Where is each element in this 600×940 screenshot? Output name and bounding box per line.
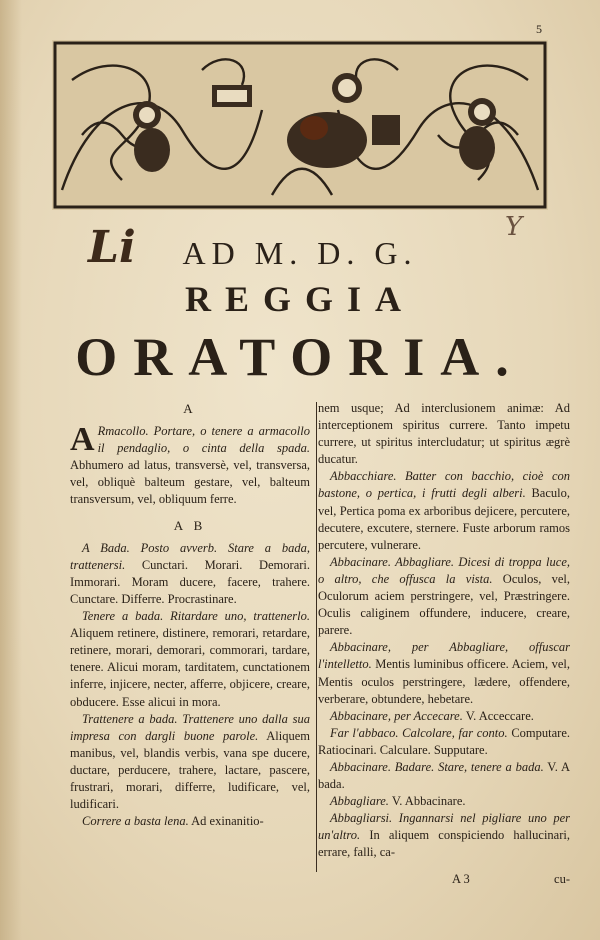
entry-head: Tenere a bada. Ritardare uno, trattenerlo.	[82, 609, 310, 624]
entry-head: Abbacinare, per Abbagliare, offuscar l'intelletto.	[318, 640, 570, 672]
entry-body: Abhumero ad latus, transversè, vel, transversa, vel, obliquè balteum gestare, vel, balteum transversum, vel, obliquum ferre.	[70, 458, 310, 507]
entry-abbacinare-3	[318, 708, 570, 725]
entry-abbaco	[318, 725, 570, 759]
section-heading-a: A	[183, 401, 197, 416]
title-reggia: REGGIA	[184, 279, 416, 319]
handwritten-mark-left: Li	[88, 222, 136, 273]
entry-abbacinare-4	[318, 759, 570, 793]
entry-body: Mentis luminibus officere. Aciem, vel, Mentis oculos perstringere, lædere, offendere, verberare, obtundere, hebetare.	[318, 657, 570, 706]
entry-body: V. Abbacinare.	[391, 794, 466, 809]
entry-head: Far l'abbaco. Calcolare, far conto.	[330, 725, 508, 740]
entry-head: Abbagliare.	[330, 794, 389, 809]
entry-abbagliare	[318, 793, 570, 810]
entry-head: Abbacinare. Abbagliare. Dicesi di troppa luce, o altro, che offusca la vista.	[318, 554, 570, 586]
entry-body: In aliquem conspiciendo hallucinari, errare, falli, ca-	[318, 828, 570, 860]
entry-head: Correre a basta lena.	[82, 814, 189, 829]
entry-head: Abbacchiare. Batter con bacchio, cioè con bastone, o pertica, i frutti degli alberi.	[318, 469, 570, 501]
headpiece-ornament-image	[52, 40, 548, 210]
entry-head: A Bada. Posto avverb. Stare a bada, trattenersi.	[70, 540, 310, 572]
entry-body: Aliquem manibus, vel, blandis verbis, vana spe ducere, ductare, perducere, trahere, lactare, pascere, frustrari, morari, differre, ludificare, vel, ludificari.	[70, 728, 310, 812]
dropcap: A	[70, 421, 95, 459]
catchword: cu-	[554, 872, 570, 886]
page-shadow-edge	[0, 0, 22, 940]
entry-abbacchiare	[318, 468, 570, 553]
entry-abbagliarsi	[318, 810, 570, 861]
page-number: 5	[536, 22, 542, 36]
column-rule	[316, 402, 317, 872]
entry-trattenere-a-bada	[70, 711, 310, 814]
entry-body: Ad exinanitio-	[191, 814, 264, 829]
entry-head: Trattenere a bada. Trattenere uno dalla sua impresa con dargli buone parole.	[70, 711, 310, 743]
entry-head: Abbacinare, per Accecare.	[330, 708, 463, 723]
right-column	[318, 400, 570, 862]
section-heading-ab: A B	[173, 517, 207, 533]
entry-body: Baculo, vel, Pertica poma ex arboribus dejicere, percutere, decutere, excutere, sternere. Fuste arborum ramos percutere, vulnerare.	[318, 486, 571, 552]
entry-body: Cunctari. Morari. Demorari. Immorari. Moram ducere, facere, trahere. Cunctare. Differre. Procrastinare.	[70, 557, 311, 606]
title-dedication: AD M. D. G.	[182, 235, 418, 271]
entry-tenere-a-bada	[70, 608, 310, 711]
entry-head: Rmacollo. Portare, o tenere a armacollo il pendaglio, o cinta della spada.	[97, 424, 310, 456]
entry-abbacinare-2	[318, 639, 570, 707]
entry-body: V. Acceccare.	[465, 708, 534, 723]
continuation-text: nem usque; Ad interclusionem animæ: Ad interceptionem spiritus currere. Tanto impetu currere, ut spiritus intercludatur; ut spiritus ægrè ducatur.	[318, 401, 570, 467]
entry-head: Abbagliarsi. Ingannarsi nel pigliare uno per un'altro.	[318, 811, 570, 843]
entry-head: Abbacinare. Badare. Stare, tenere a bada.	[330, 759, 544, 774]
entry-a-bada	[70, 540, 310, 608]
entry-abbacinare-1	[318, 554, 570, 639]
left-column	[70, 400, 310, 830]
entry-body: Aliquem retinere, distinere, remorari, retardare, retinere, morari, demorari, commorari, tardare, tenere. Alicui moram, tarditatem, cunctationem inferre, injicere, necter, afferre, objicere, creare, obducere. Esse alicui in mora.	[70, 626, 310, 709]
entry-body: Computare. Ratiocinari. Calculare. Supputare.	[318, 725, 570, 757]
title-oratoria: ORATORIA.	[75, 327, 525, 387]
entry-armacollo	[70, 423, 310, 508]
entry-body: Oculos, vel, Oculorum aciem perstringere, vel, Præstringere. Oculis caliginem offundere, inducere, creare, parere.	[318, 571, 571, 638]
handwritten-mark-right: Y	[505, 212, 523, 242]
entry-body: V. A bada.	[318, 759, 570, 792]
entry-correre	[70, 813, 310, 830]
signature-mark: A 3	[452, 872, 470, 886]
